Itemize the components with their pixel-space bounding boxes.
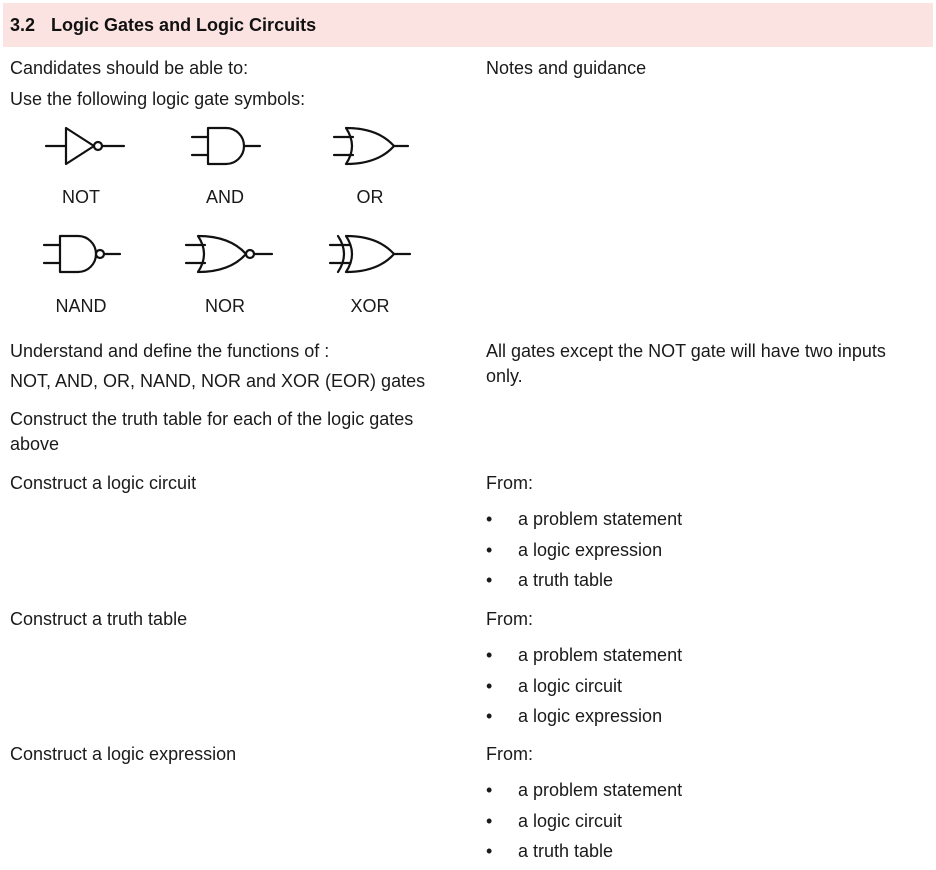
construct-expression-from: From: (486, 744, 533, 764)
bullet-icon: • (486, 841, 493, 861)
nor-gate-symbol (184, 233, 276, 275)
left-column-heading: Candidates should be able to: (10, 58, 249, 78)
gate-label-nand: NAND (55, 296, 107, 316)
bullet-icon: • (486, 570, 493, 590)
bullet-icon: • (486, 645, 493, 665)
bullet-icon: • (486, 540, 493, 560)
gate-label-and: AND (205, 187, 244, 207)
section-title: Logic Gates and Logic Circuits (51, 14, 317, 35)
truth-each-line-1: Construct the truth table for each of the logic gates (10, 409, 414, 429)
construct-truth-table-from: From: (486, 609, 533, 629)
intro-text: Use the following logic gate symbols: (10, 89, 306, 109)
construct-expression-text: Construct a logic expression (10, 744, 237, 764)
bullet-icon: • (486, 676, 493, 696)
bullet-icon: • (486, 811, 493, 831)
understand-line-1: Understand and define the functions of : (10, 341, 330, 361)
gate-label-not: NOT (62, 187, 100, 207)
construct-truth-table-text: Construct a truth table (10, 609, 188, 629)
section-header (3, 3, 933, 47)
bullet-icon: • (486, 780, 493, 800)
note-line-2: only. (486, 366, 523, 386)
construct-circuit-text: Construct a logic circuit (10, 473, 197, 493)
not-gate-symbol (44, 125, 126, 167)
right-column-heading: Notes and guidance (486, 58, 647, 78)
and-gate-symbol (190, 125, 262, 167)
gate-label-xor: XOR (350, 296, 390, 316)
gate-label-nor: NOR (205, 296, 245, 316)
bullet-icon: • (486, 706, 493, 726)
nand-gate-symbol (42, 233, 124, 275)
construct-circuit-from: From: (486, 473, 533, 493)
xor-gate-symbol (328, 233, 414, 275)
truth-each-line-2: above (10, 434, 60, 454)
understand-line-2: NOT, AND, OR, NAND, NOR and XOR (EOR) gates (10, 371, 426, 391)
gate-label-or: OR (356, 187, 384, 207)
bullet-icon: • (486, 509, 493, 529)
note-line-1: All gates except the NOT gate will have two inputs (486, 341, 886, 361)
or-gate-symbol (332, 125, 410, 167)
section-number: 3.2 (10, 14, 36, 35)
